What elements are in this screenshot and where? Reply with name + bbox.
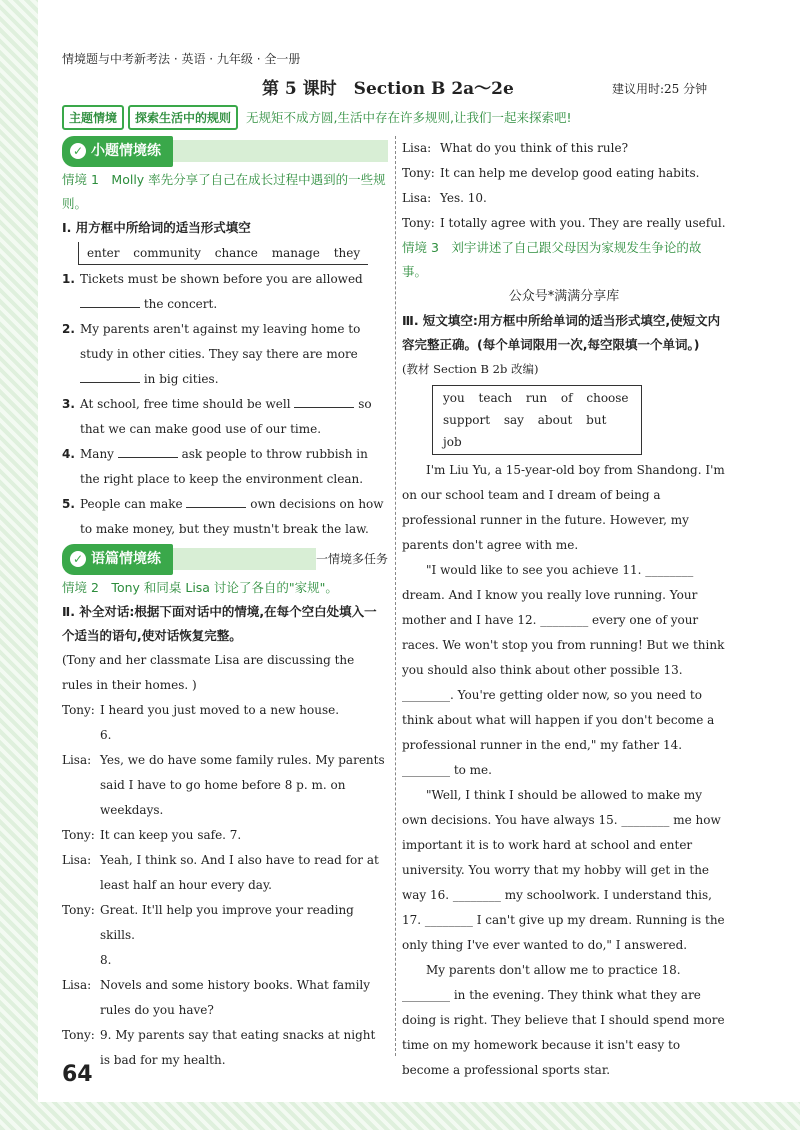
- part-1-title: Ⅰ. 用方框中所给词的适当形式填空: [62, 220, 251, 235]
- dialogue-line: [62, 748, 388, 823]
- section-1-label: 小题情境练: [91, 142, 161, 159]
- answer-blank[interactable]: [118, 444, 178, 458]
- question-text: Many ask people to throw rubbish in the right place to keep the environment clean.: [80, 442, 388, 492]
- question-number: 5.: [62, 497, 75, 511]
- dialogue-text: I totally agree with you. They are really useful.: [440, 216, 726, 230]
- dialogue-line: [62, 898, 388, 948]
- question-number: 4.: [62, 447, 75, 461]
- speaker: Tony:: [402, 166, 435, 180]
- dialogue-line: [62, 698, 388, 723]
- section-2-label: 语篇情境练: [91, 550, 161, 567]
- speaker: [62, 948, 100, 973]
- passage-paragraph: "Well, I think I should be allowed to make my own decisions. You have always 15. ________ me how important it is to work hard at school and enter university. You worry that my hobby will get in the way 16. ________ my schoolwork. I understand this, 17. ________ I can't give up my dream. Running is the only thing I've ever wanted to do," I answered.: [402, 788, 725, 952]
- dialogue-line: [402, 136, 726, 161]
- question-number: 2.: [62, 322, 75, 336]
- page-number: 64: [62, 1062, 93, 1087]
- speaker: Lisa:: [62, 753, 92, 767]
- question-item: [62, 392, 388, 442]
- dialogue-right: [402, 136, 726, 236]
- left-column: [62, 136, 388, 1073]
- part-3-title: Ⅲ. 短文填空:用方框中所给单词的适当形式填空,使短文内容完整正确。(每个单词限用一次,每空限填一个单词。): [402, 313, 721, 352]
- question-text: People can make own decisions on how to make money, but they mustn't break the law.: [80, 492, 388, 542]
- lesson-title: 第 5 课时 Section B 2a～2e: [262, 79, 514, 99]
- speaker: Tony:: [62, 1028, 95, 1042]
- right-column: [402, 136, 726, 1083]
- question-item: [62, 267, 388, 317]
- section-2-note: 一情境多任务: [315, 551, 388, 566]
- dialogue-line: [402, 186, 726, 211]
- dialogue-left: [62, 698, 388, 1073]
- speaker: Lisa:: [402, 141, 432, 155]
- word-box-2-row2: support say about but job: [443, 413, 607, 449]
- dialogue-text: It can keep you safe. 7.: [100, 828, 242, 842]
- check-icon: ✓: [70, 143, 86, 159]
- suggested-time: 建议用时:25 分钟: [612, 82, 708, 96]
- word-box-2-row1: you teach run of choose: [443, 391, 629, 405]
- dialogue-line: [62, 723, 388, 748]
- dialogue-text: 9. My parents say that eating snacks at night is bad for my health.: [100, 1028, 376, 1067]
- passage-paragraph: My parents don't allow me to practice 18. ________ in the evening. They think what they are doing is right. They believe that I should spend more time on my homework because it isn't easy to become a professional sports star.: [402, 963, 725, 1077]
- dialogue-text: Yeah, I think so. And I also have to read for at least half an hour every day.: [100, 853, 379, 892]
- dialogue-line: [62, 973, 388, 1023]
- question-text: At school, free time should be well so that we can make good use of our time.: [80, 392, 388, 442]
- question-item: [62, 317, 388, 392]
- theme-description: 无规矩不成方圆,生活中存在许多规则,让我们一起来探索吧!: [246, 110, 572, 125]
- dialogue-intro: (Tony and her classmate Lisa are discussing the rules in their homes. ): [62, 653, 355, 692]
- part-2-title: Ⅱ. 补全对话:根据下面对话中的情境,在每个空白处填入一个适当的语句,使对话恢复完整。: [62, 604, 377, 643]
- speaker: Tony:: [402, 216, 435, 230]
- context-2: 情境 2 Tony 和同桌 Lisa 讨论了各自的"家规"。: [62, 580, 338, 595]
- answer-blank[interactable]: [80, 294, 140, 308]
- dialogue-text: Great. It'll help you improve your reading skills.: [100, 903, 354, 942]
- question-number: 1.: [62, 272, 75, 286]
- speaker: Tony:: [62, 703, 95, 717]
- word-box-1: enter community chance manage they: [78, 242, 368, 265]
- passage-paragraph: I'm Liu Yu, a 15-year-old boy from Shandong. I'm on our school team and I dream of being a professional runner in the future. However, my parents don't agree with me.: [402, 463, 725, 552]
- theme-bar: [62, 104, 774, 130]
- bottom-decoration: [0, 1102, 800, 1130]
- question-list: [62, 267, 388, 542]
- theme-topic: 探索生活中的规则: [128, 105, 238, 130]
- dialogue-text: What do you think of this rule?: [440, 141, 629, 155]
- speaker: Lisa:: [402, 191, 432, 205]
- question-item: [62, 442, 388, 492]
- dialogue-line: [62, 1023, 388, 1073]
- passage: [402, 458, 726, 1083]
- dialogue-line: [402, 211, 726, 236]
- speaker: [62, 723, 100, 748]
- dialogue-text: I heard you just moved to a new house.: [100, 703, 340, 717]
- question-text: My parents aren't against my leaving home to study in other cities. They say there are more in big cities.: [80, 322, 361, 386]
- context-3: 情境 3 刘宇讲述了自己跟父母因为家规发生争论的故事。: [402, 240, 702, 279]
- dialogue-text: It can help me develop good eating habits.: [440, 166, 700, 180]
- answer-blank[interactable]: [186, 494, 246, 508]
- section-2-bar: [62, 544, 388, 574]
- speaker: Tony:: [62, 828, 95, 842]
- part-3-source: (教材 Section B 2b 改编): [402, 362, 539, 376]
- question-number: 3.: [62, 397, 75, 411]
- speaker: Lisa:: [62, 853, 92, 867]
- passage-paragraph: "I would like to see you achieve 11. ________ dream. And I know you really love running. Your mother and I have 12. ________ every one of your races. We won't stop you from running! But we think you should also think about other possible 13. ________. You're getting older now, so you need to think about what will happen if you don't become a professional runner in the end," my father 14. ________ to me.: [402, 563, 725, 777]
- speaker: Lisa:: [62, 978, 92, 992]
- watermark: 公众号*满满分享库: [508, 289, 620, 304]
- context-1: 情境 1 Molly 率先分享了自己在成长过程中遇到的一些规则。: [62, 172, 386, 211]
- dialogue-text: Novels and some history books. What family rules do you have?: [100, 978, 371, 1017]
- dialogue-line: [62, 848, 388, 898]
- dialogue-line: [402, 161, 726, 186]
- check-icon: ✓: [70, 551, 86, 567]
- answer-blank[interactable]: [294, 394, 354, 408]
- column-divider: [395, 136, 396, 1056]
- section-1-bar: [62, 136, 388, 166]
- running-header: 情境题与中考新考法 · 英语 · 九年级 · 全一册: [62, 52, 301, 66]
- question-text: Tickets must be shown before you are allowed the concert.: [80, 272, 363, 311]
- speaker: Tony:: [62, 903, 95, 917]
- theme-tag: 主题情境: [62, 105, 124, 130]
- dialogue-line: [62, 823, 388, 848]
- dialogue-text: Yes, we do have some family rules. My parents said I have to go home before 8 p. m. on weekdays.: [100, 753, 385, 817]
- dialogue-line: [62, 948, 388, 973]
- word-box-2: [432, 385, 642, 455]
- side-decoration: [0, 0, 38, 1130]
- dialogue-text: 6.: [100, 728, 112, 742]
- answer-blank[interactable]: [80, 369, 140, 383]
- dialogue-text: Yes. 10.: [440, 191, 487, 205]
- question-item: [62, 492, 388, 542]
- dialogue-text: 8.: [100, 953, 112, 967]
